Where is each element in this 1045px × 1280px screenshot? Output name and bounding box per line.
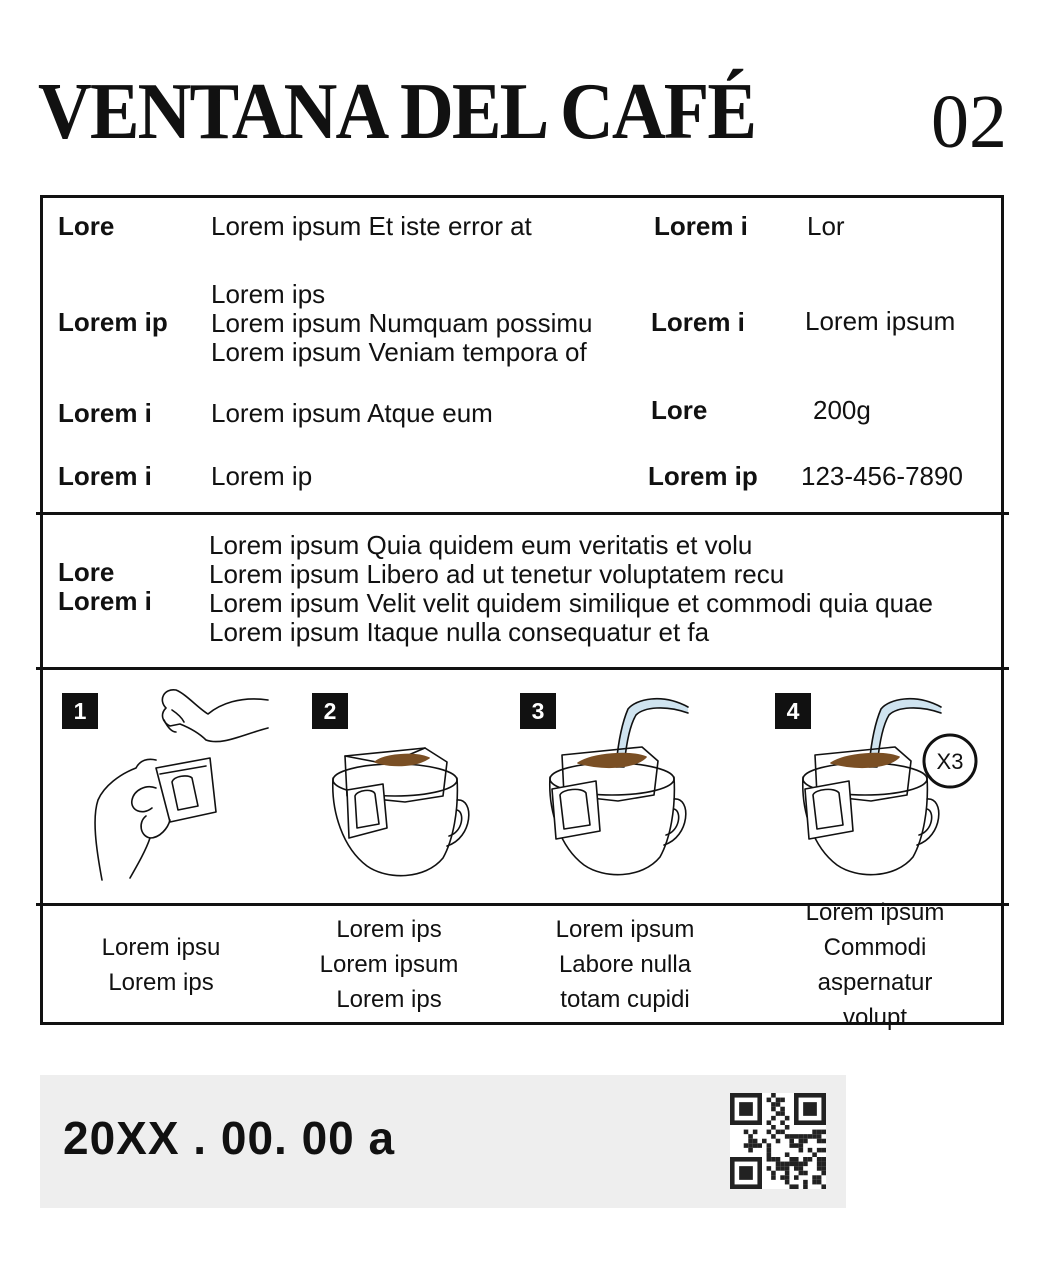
drip-bag-on-cup-icon xyxy=(325,740,470,885)
page-number: 02 xyxy=(931,80,1007,164)
caption-line: Lorem ipsu xyxy=(101,934,221,961)
divider-2 xyxy=(36,667,1009,670)
step-caption-3 xyxy=(510,912,740,1017)
row-label-2: Lorem ip xyxy=(648,461,758,491)
repeat-badge-text: X3 xyxy=(936,749,964,774)
row-label: Lorem i xyxy=(58,398,152,428)
caption-line: totam cupidi xyxy=(560,986,690,1013)
row-label: Lorem i xyxy=(58,461,152,491)
caption-line: Lorem ips xyxy=(336,916,442,943)
divider-1 xyxy=(36,512,1009,515)
row-label-2: Lorem i xyxy=(651,307,745,337)
row-value-line: Lorem ipsum Numquam possimu xyxy=(211,308,593,338)
notes-line: Lorem ipsum Itaque nulla consequatur et fa xyxy=(209,617,710,647)
notes-label: Lore xyxy=(58,557,115,587)
caption-line: Lorem ipsum xyxy=(555,916,695,943)
pour-water-repeat-icon xyxy=(795,695,945,885)
notes-line: Lorem ipsum Quia quidem eum veritatis et volu xyxy=(209,530,753,560)
page-title: VENTANA DEL CAFÉ xyxy=(38,68,756,156)
caption-line: Lorem ips xyxy=(108,969,214,996)
step-caption-2 xyxy=(274,912,504,1017)
row-value: Lorem ip xyxy=(211,461,313,491)
row-value-2: 200g xyxy=(813,395,871,425)
caption-line: volupt xyxy=(842,1004,908,1031)
row-value-2: Lorem ipsum xyxy=(805,306,956,336)
row-value: Lorem ipsum Atque eum xyxy=(211,398,493,428)
row-label-2: Lorem i xyxy=(654,211,748,241)
hand-tearing-drip-bag-icon xyxy=(90,688,280,888)
caption-line: Lorem ipsum xyxy=(805,899,945,926)
row-value: Lorem ipsum Et iste error at xyxy=(211,211,532,241)
production-date: 20XX . 00. 00 a xyxy=(63,1112,396,1164)
step-number-2: 2 xyxy=(312,693,348,729)
caption-line: aspernatur xyxy=(817,969,933,996)
step-caption-1 xyxy=(46,930,276,1000)
row-label: Lorem ip xyxy=(58,307,168,337)
caption-line: Commodi xyxy=(823,934,927,961)
step-caption-4 xyxy=(760,895,990,1035)
pour-water-into-cup-icon xyxy=(542,695,692,885)
repeat-badge xyxy=(921,732,979,790)
caption-line: Lorem ips xyxy=(336,986,442,1013)
caption-line: Lorem ipsum xyxy=(319,951,459,978)
notes-label: Lorem i xyxy=(58,586,152,616)
qr-code-icon[interactable] xyxy=(730,1093,826,1189)
row-value-line: Lorem ipsum Veniam tempora of xyxy=(211,337,587,367)
caption-line: Labore nulla xyxy=(558,951,692,978)
row-label: Lore xyxy=(58,211,115,241)
row-label-2: Lore xyxy=(651,395,708,425)
step-number-4: 4 xyxy=(775,693,811,729)
notes-line: Lorem ipsum Velit velit quidem similique et commodi quia quae xyxy=(209,588,934,618)
row-value-2: Lor xyxy=(807,211,845,241)
row-value-2: 123-456-7890 xyxy=(801,461,963,491)
step-number-3: 3 xyxy=(520,693,556,729)
step-number-1: 1 xyxy=(62,693,98,729)
row-value-line: Lorem ips xyxy=(211,279,326,309)
notes-line: Lorem ipsum Libero ad ut tenetur voluptatem recu xyxy=(209,559,785,589)
